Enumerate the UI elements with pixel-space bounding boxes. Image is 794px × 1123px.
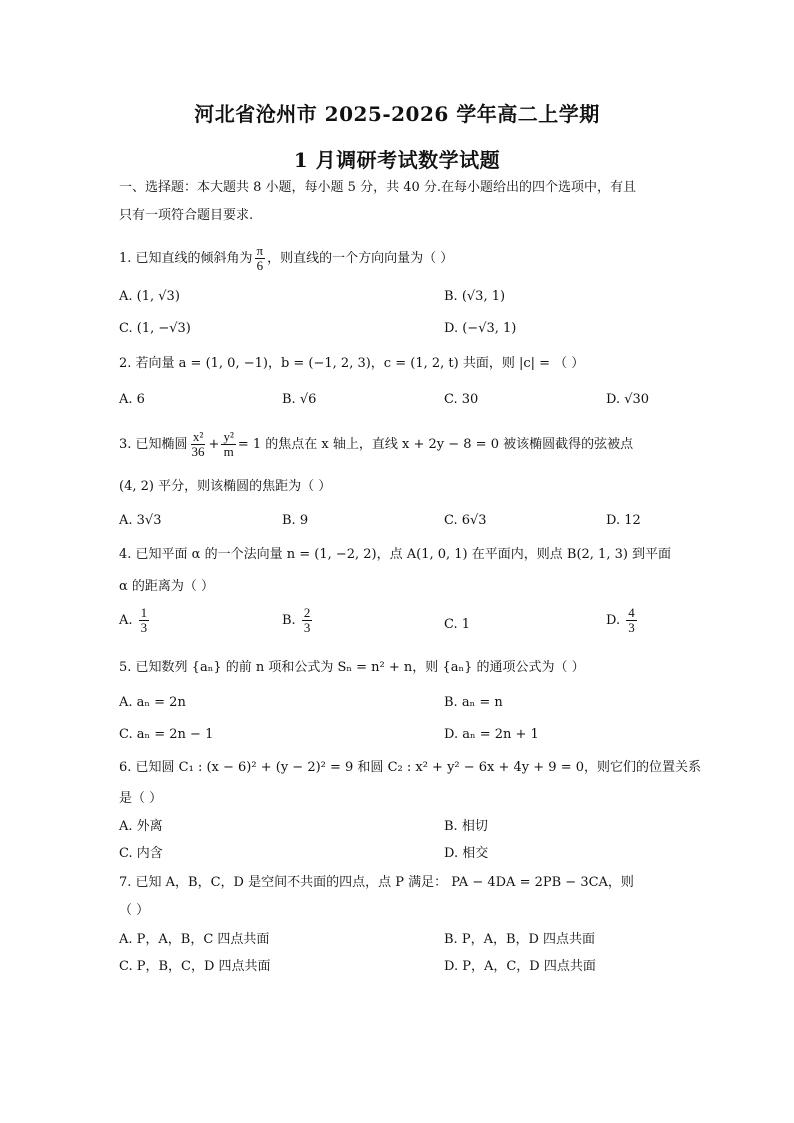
fraction-numerator: 2 (303, 605, 311, 620)
question-3-fraction-x (190, 430, 207, 459)
question-3-stem-before: 3. 已知椭圆 (119, 437, 188, 452)
question-7-option-b: B. P，A，B，D 四点共面 (444, 932, 596, 947)
question-7-stem-line2: （ ） (119, 903, 150, 918)
question-4-option-a (119, 606, 151, 635)
fraction-numerator: 1 (140, 605, 148, 620)
question-1-option-a: A. (1, √3) (119, 289, 180, 304)
question-7-option-d: D. P，A，C，D 四点共面 (444, 959, 596, 974)
question-3-stem-after: = 1 的焦点在 x 轴上，直线 x + 2y − 8 = 0 被该椭圆截得的弦被点 (237, 437, 634, 452)
question-6-stem-line1: 6. 已知圆 C₁ : (x − 6)² + (y − 2)² = 9 和圆 C₂ : x² + y² − 6x + 4y + 9 = 0，则它们的位置关系 (119, 760, 702, 775)
option-label: A. (119, 613, 133, 628)
fraction-numerator: 4 (628, 605, 635, 620)
fraction-numerator: x² (192, 429, 204, 444)
question-3-option-b: B. 9 (282, 513, 309, 528)
option-label: B. (282, 613, 296, 628)
question-3-option-d: D. 12 (606, 513, 641, 528)
question-3-stem-line2: (4, 2) 平分，则该椭圆的焦距为（ ） (119, 479, 332, 494)
question-2-option-b: B. √6 (282, 392, 317, 407)
question-6-option-b: B. 相切 (444, 819, 488, 834)
option-fraction (626, 606, 637, 635)
question-1-stem-after: ，则直线的一个方向向量为（ ） (267, 251, 454, 266)
question-2-option-d: D. √30 (606, 392, 650, 407)
question-4-option-d (606, 606, 639, 635)
question-1-option-b: B. (√3, 1) (444, 289, 506, 304)
question-3-stem: 3. 已知椭圆 $\frac{\text{x²}}{36}$ + $\frac{\text{y²}}{m}$ = 1 的焦点在 x 轴上，直线 x + 2y − 8 = 0 被该椭圆截得的弦被点 (119, 429, 634, 459)
question-6-option-d: D. 相交 (444, 846, 489, 861)
fraction-denominator: m (223, 444, 234, 459)
question-1-option-c: C. (1, −√3) (119, 321, 191, 336)
option-fraction (139, 606, 150, 635)
question-2-option-c: C. 30 (444, 392, 479, 407)
fraction-denominator: 3 (140, 620, 148, 635)
question-7-option-a: A. P，A，B，C 四点共面 (119, 932, 270, 947)
question-6-option-a: A. 外离 (119, 819, 163, 834)
question-5-option-d: D. aₙ = 2n + 1 (444, 727, 539, 742)
question-3-option-a: A. 3√3 (119, 513, 162, 528)
fraction-denominator: 3 (628, 620, 635, 635)
question-5-option-b: B. aₙ = n (444, 695, 503, 710)
question-5-option-c: C. aₙ = 2n − 1 (119, 727, 214, 742)
question-3-fraction-y (221, 430, 235, 459)
question-4-stem-line2: α 的距离为（ ） (119, 579, 215, 594)
exam-title-line2: 1 月调研考试数学试题 (293, 148, 501, 172)
question-7-stem-line1: 7. 已知 A，B，C，D 是空间不共面的四点，点 P 满足： PA − 4DA = 2PB − 3CA，则 (119, 875, 634, 890)
fraction-denominator: 36 (191, 444, 205, 459)
option-label: D. (606, 613, 621, 628)
fraction-numerator: π (256, 243, 264, 258)
fraction-numerator: y² (223, 429, 234, 444)
fraction-denominator: 6 (256, 258, 264, 273)
question-6-option-c: C. 内含 (119, 846, 163, 861)
question-4-option-c: C. 1 (444, 617, 471, 632)
question-4-stem-line1: 4. 已知平面 α 的一个法向量 n = (1, −2, 2)，点 A(1, 0, 1) 在平面内，则点 B(2, 1, 3) 到平面 (119, 547, 672, 562)
question-2-option-a: A. 6 (119, 392, 145, 407)
option-fraction (302, 606, 313, 635)
question-1-stem-before: 1. 已知直线的倾斜角为 (119, 251, 253, 266)
section-instruction-line1: 一、选择题：本大题共 8 小题，每小题 5 分，共 40 分.在每小题给出的四个选项中，有且 (119, 180, 637, 195)
question-3-option-c: C. 6√3 (444, 513, 487, 528)
question-7-option-c: C. P，B，C，D 四点共面 (119, 959, 271, 974)
question-6-stem-line2: 是（ ） (119, 791, 163, 806)
fraction-denominator: 3 (303, 620, 311, 635)
question-1-fraction (255, 244, 266, 273)
question-1-stem (119, 244, 453, 273)
question-2-stem: 2. 若向量 a = (1, 0, −1)，b = (−1, 2, 3)，c = (1, 2, t) 共面，则 |c| = （ ） (119, 356, 585, 371)
question-5-option-a: A. aₙ = 2n (119, 695, 186, 710)
question-5-stem: 5. 已知数列 {aₙ} 的前 n 项和公式为 Sₙ = n² + n，则 {aₙ} 的通项公式为（ ） (119, 660, 585, 675)
question-4-option-b (282, 606, 314, 635)
question-1-option-d: D. (−√3, 1) (444, 321, 517, 336)
section-instruction-line2: 只有一项符合题目要求. (119, 208, 254, 223)
exam-title-line1: 河北省沧州市 2025-2026 学年高二上学期 (194, 102, 600, 126)
